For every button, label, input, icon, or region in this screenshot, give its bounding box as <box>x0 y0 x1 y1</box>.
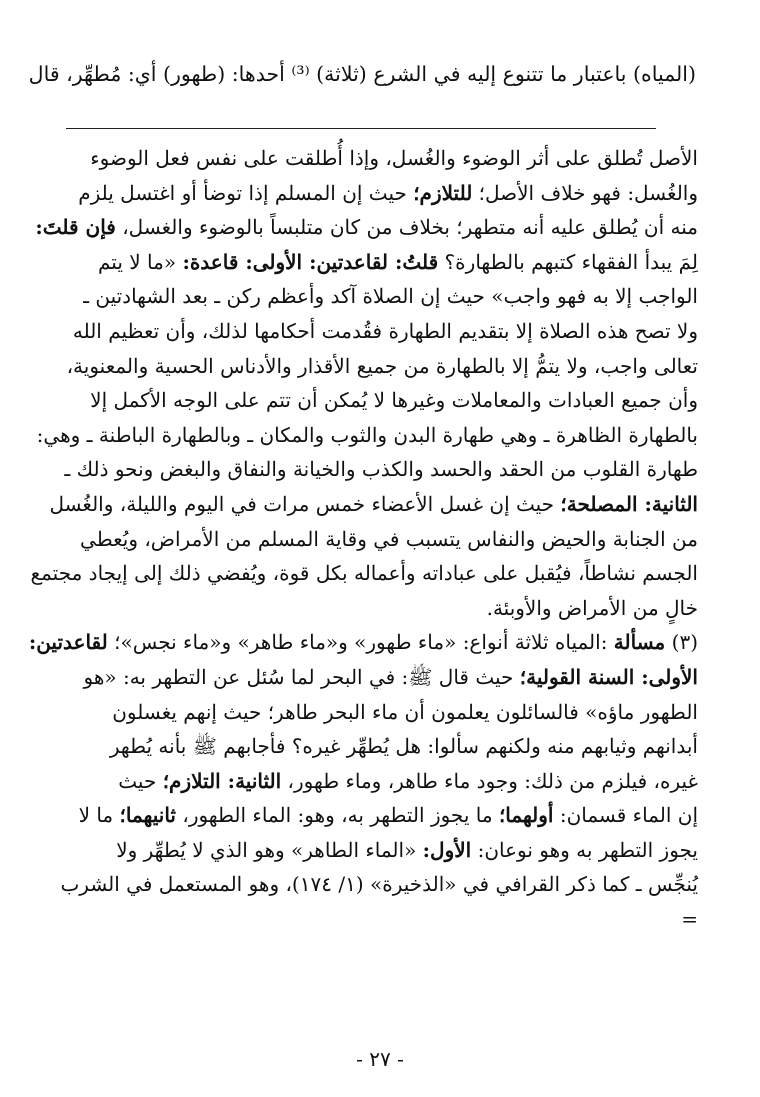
footnote-bold-text: مسألة <box>613 630 666 655</box>
main-text-line: (المياه) باعتبار ما تتنوع إليه في الشرع (ثلاثة) ⁽³⁾ أحدها: (طهور) أي: مُطهِّر، قال <box>28 62 696 86</box>
footnote-text: حيث إن المسلم إذا توضأ أو اغتسل يلزم <box>78 180 414 205</box>
footnote-text: غيره، فيلزم من ذلك: وجود ماء طاهر، وماء طهور، <box>281 768 698 793</box>
main-text <box>28 56 696 93</box>
footnote-line <box>58 383 698 418</box>
footnote-line <box>28 625 698 660</box>
footnote-text: من الجنابة والحيض والنفاس يتسبب في وقاية المسلم من الأمراض، ويُعطي <box>80 526 698 551</box>
footnote-text: ما لا <box>78 803 120 828</box>
footnote-text: أبدانهم وثيابهم منه ولكنهم سألوا: هل يُطهِّر غيره؟ فأجابهم ﷺ بأنه يُطهر <box>109 734 698 759</box>
footnote-text: خالٍ من الأمراض والأوبئة. <box>486 595 698 620</box>
footnote-text: والغُسل: فهو خلاف الأصل؛ <box>472 180 698 205</box>
footnote-text: (٣) <box>665 630 698 655</box>
footnote-line <box>49 487 698 522</box>
footnote-line <box>58 660 698 695</box>
footnote-text: بالطهارة الظاهرة ـ وهي طهارة البدن والثوب والمكان ـ وبالطهارة الباطنة ـ وهي: <box>36 422 698 447</box>
footnote-text: «الماء الطاهر» وهو الذي لا يُطهِّر ولا <box>116 837 423 862</box>
footnote-text: يجوز التطهر به وهو نوعان: <box>471 837 698 862</box>
footnote-text: إن الماء قسمان: <box>553 803 698 828</box>
footnote-bold-text: فإن قلتَ: <box>35 215 116 240</box>
footnote-line <box>58 176 698 211</box>
footnote-line <box>58 522 698 557</box>
footnote-bold-text: الأولى: السنة القولية؛ <box>519 664 698 689</box>
footnote-line <box>58 798 698 833</box>
footnote-bold-text: الثانية: المصلحة؛ <box>560 491 698 516</box>
footnote-text: حيث قال ﷺ: في البحر لما سُئل عن التطهر به: «هو <box>83 664 520 689</box>
footnote-text: «ما لا يتم <box>98 249 183 274</box>
footnote-text: ولا تصح هذه الصلاة إلا بتقديم الطهارة فقُدمت أحكامها لذلك، وأن تعظيم الله <box>72 318 698 343</box>
footnote-text: منه أن يُطلق عليه أنه متطهر؛ بخلاف من كان متلبساً بالوضوء والغسل، <box>115 215 698 240</box>
footnotes <box>28 141 698 937</box>
footnote-line <box>58 867 698 902</box>
footnote-text: لِمَ يبدأ الفقهاء كتبهم بالطهارة؟ <box>438 249 698 274</box>
footnote-text: ما يجوز التطهر به، وهو: الماء الطهور، <box>176 803 499 828</box>
footnote-bold-text: أولهما؛ <box>498 803 554 828</box>
footnote-line <box>58 141 698 176</box>
footnote-bold-text: قلتُ: لقاعدتين: الأولى: قاعدة: <box>182 249 439 274</box>
footnote-line <box>58 764 698 799</box>
footnote-text: الأصل تُطلق على أثر الوضوء والغُسل، وإذا أُطلقت على نفس فعل الوضوء <box>90 146 698 170</box>
footnote-line <box>58 314 698 349</box>
footnote-bold-text: الثانية: التلازم؛ <box>162 768 282 793</box>
footnote-text: الجسم نشاطاً، فيُقبل على عباداته وأعماله بكل قوة، ويُفضي ذلك إلى إيجاد مجتمع <box>30 561 698 586</box>
footnote-text: = <box>681 907 698 932</box>
footnote-line <box>58 245 698 280</box>
footnote-bold-text: ثانيهما؛ <box>119 803 176 828</box>
footnote-text: حيث إن غسل الأعضاء خمس مرات في اليوم والليلة، والغُسل <box>49 491 561 516</box>
footnote-line <box>58 349 698 384</box>
footnote-text: طهارة القلوب من الحقد والحسد والكذب والخيانة والنفاق والبغض ونحو ذلك ـ <box>64 457 698 482</box>
footnote-line <box>58 452 698 487</box>
footnote-line <box>35 210 698 245</box>
footnote-line <box>58 833 698 868</box>
footnote-line <box>58 279 698 314</box>
footnote-separator <box>66 128 656 129</box>
footnote-line <box>58 591 698 626</box>
footnote-text: حيث <box>118 768 163 793</box>
footnote-text: وأن جميع العبادات والمعاملات وغيرها لا يُمكن أن تتم على الوجه الأكمل إلا <box>90 388 698 413</box>
footnote-text: الطهور ماؤه» فالسائلون يعلمون أن ماء البحر طاهر؛ حيث إنهم يغسلون <box>112 699 698 724</box>
footnote-text: تعالى واجب، ولا يتمُّ إلا بالطهارة من جميع الأقذار والأدناس الحسية والمعنوية، <box>66 353 698 378</box>
footnote-line <box>30 556 698 591</box>
footnote-text: يُنجِّس ـ كما ذكر القرافي في «الذخيرة» (١/ ١٧٤)، وهو المستعمل في الشرب <box>60 872 698 897</box>
footnote-line <box>58 729 698 764</box>
footnote-line <box>58 902 698 937</box>
footnote-text: :المياه ثلاثة أنواع: «ماء طهور» و«ماء طاهر» و«ماء نجس»؛ <box>107 630 614 655</box>
page-number: - ٢٧ - <box>356 1047 404 1071</box>
footnote-line <box>36 418 698 453</box>
footnote-bold-text: الأول: <box>422 837 472 862</box>
footnote-text: الواجب إلا به فهو واجب» حيث إن الصلاة آكد وأعظم ركن ـ بعد الشهادتين ـ <box>83 284 698 309</box>
footnote-line <box>58 695 698 730</box>
footnote-bold-text: لقاعدتين: <box>28 630 108 655</box>
footnote-bold-text: للتلازم؛ <box>413 180 473 205</box>
